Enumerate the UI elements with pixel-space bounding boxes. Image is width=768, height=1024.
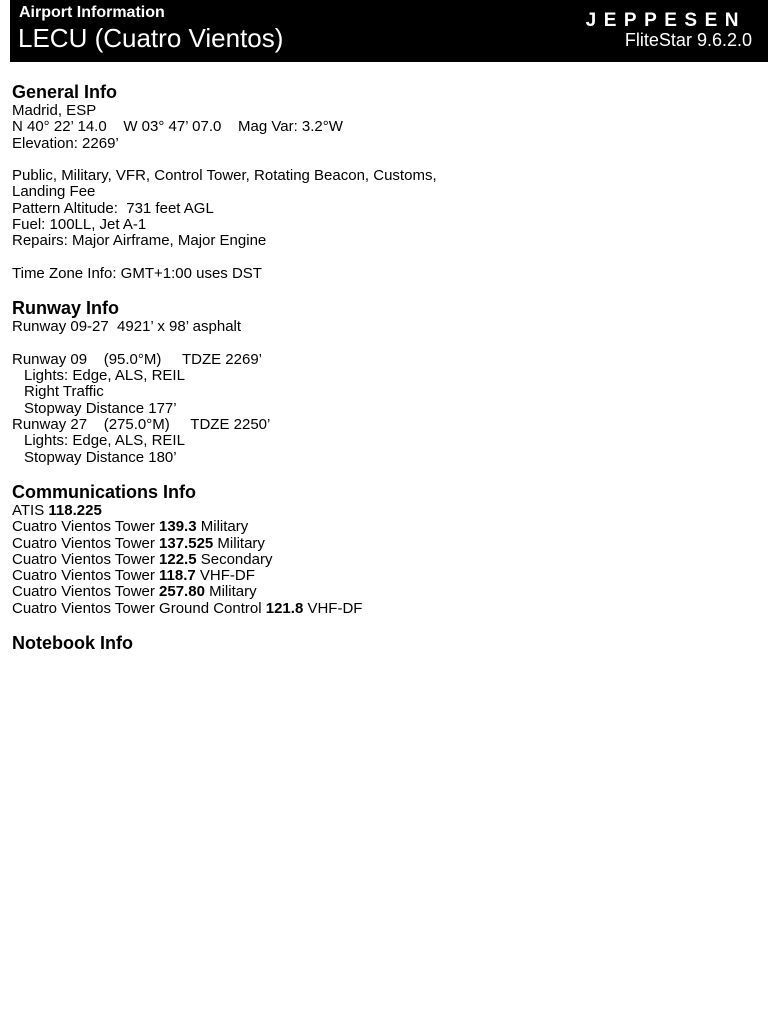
repairs-line: Repairs: Major Airframe, Major Engine — [12, 232, 267, 250]
comm-frequency: 122.5 — [159, 550, 197, 568]
communications-info-heading: Communications Info — [12, 481, 196, 502]
notebook-info-heading: Notebook Info — [12, 633, 133, 654]
timezone-line: Time Zone Info: GMT+1:00 uses DST — [12, 264, 262, 282]
features-line-1: Public, Military, VFR, Control Tower, Rotating Beacon, Customs, — [12, 167, 437, 185]
comm-name: ATIS — [12, 501, 49, 519]
comm-name: Cuatro Vientos Tower — [12, 550, 160, 568]
fuel-line: Fuel: 100LL, Jet A-1 — [12, 216, 147, 234]
elevation-line: Elevation: 2269’ — [12, 134, 119, 152]
general-info-heading: General Info — [12, 82, 118, 102]
comm-entry — [12, 503, 752, 519]
comm-entry — [12, 584, 752, 600]
airport-info-body — [12, 81, 752, 654]
runway-09-traffic: Right Traffic — [24, 383, 104, 401]
comm-frequency: 139.3 — [159, 518, 197, 536]
comm-frequency: 118.225 — [48, 501, 102, 519]
comm-frequency: 257.80 — [159, 583, 205, 601]
header-subtitle: Airport Information — [19, 4, 165, 21]
comm-name: Cuatro Vientos Tower — [12, 583, 160, 601]
comm-name: Cuatro Vientos Tower — [12, 518, 160, 536]
comm-entry — [12, 552, 752, 568]
runway-09-lights: Lights: Edge, ALS, REIL — [24, 367, 185, 385]
comm-frequency: 137.525 — [159, 534, 214, 552]
comm-note: Military — [204, 583, 257, 601]
comm-name: Cuatro Vientos Tower — [12, 534, 160, 552]
runway-09-title: Runway 09 (95.0°M) TDZE 2269’ — [12, 350, 262, 368]
comm-note: VHF-DF — [303, 599, 363, 617]
location-line: Madrid, ESP — [12, 102, 97, 119]
runway-info-heading: Runway Info — [12, 298, 119, 319]
runway-09-stopway: Stopway Distance 177’ — [24, 399, 177, 417]
comm-note: VHF-DF — [195, 567, 255, 585]
pattern-altitude-line: Pattern Altitude: 731 feet AGL — [12, 199, 214, 217]
comm-note: Military — [196, 518, 249, 536]
app-version: FliteStar 9.6.2.0 — [624, 30, 752, 50]
airport-title: LECU (Cuatro Vientos) — [18, 23, 284, 53]
runway-27-lights: Lights: Edge, ALS, REIL — [24, 432, 185, 450]
runway-27-stopway: Stopway Distance 180’ — [24, 448, 177, 466]
comm-note: Secondary — [196, 550, 273, 568]
comm-entry — [12, 568, 752, 584]
header-bar — [10, 0, 768, 62]
comm-entry — [12, 536, 752, 552]
coordinates-line: N 40° 22’ 14.0 W 03° 47’ 07.0 Mag Var: 3.2°W — [12, 118, 343, 136]
runway-summary: Runway 09-27 4921’ x 98’ asphalt — [12, 318, 242, 336]
features-line-2: Landing Fee — [12, 183, 96, 201]
comm-entry — [12, 601, 752, 617]
comm-frequency: 118.7 — [159, 567, 196, 585]
comm-entry — [12, 519, 752, 535]
comm-note: Military — [213, 534, 265, 552]
comm-name: Cuatro Vientos Tower — [12, 567, 160, 585]
comm-name: Cuatro Vientos Tower Ground Control — [12, 599, 266, 617]
runway-27-title: Runway 27 (275.0°M) TDZE 2250’ — [12, 416, 271, 434]
brand-logo: JEPPESEN — [585, 10, 746, 31]
comm-frequency: 121.8 — [265, 599, 304, 617]
